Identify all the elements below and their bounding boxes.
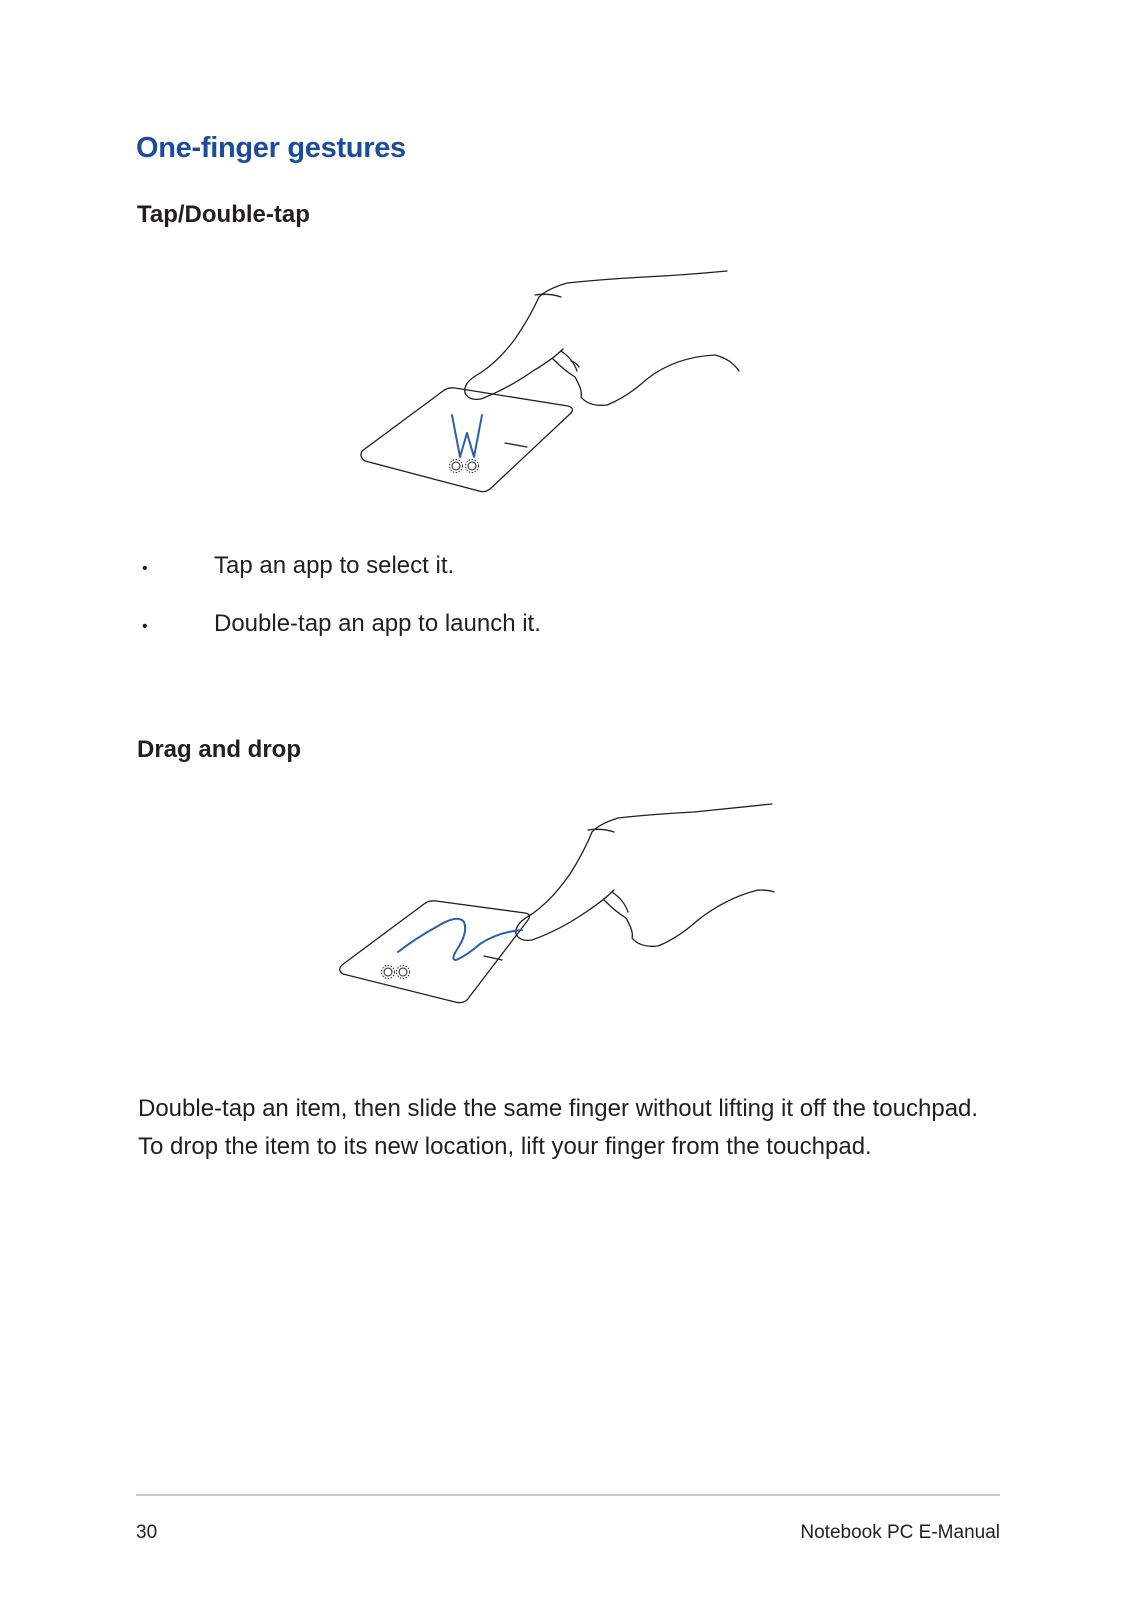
list-item bbox=[136, 552, 936, 610]
page-number: 30 bbox=[136, 1522, 158, 1543]
list-item bbox=[136, 610, 936, 668]
drag-description: Double-tap an item, then slide the same finger without lifting it off the touchpad. To drop the item to its new location, lift your finger from the touchpad. bbox=[138, 1095, 979, 1160]
hand-drawing bbox=[516, 804, 774, 946]
hand-drawing bbox=[465, 271, 739, 405]
tap-heading: Tap/Double-tap bbox=[137, 201, 310, 228]
bullet-text: Double-tap an app to launch it. bbox=[214, 610, 541, 637]
manual-title: Notebook PC E-Manual bbox=[800, 1522, 1000, 1543]
tap-bullet-list bbox=[136, 552, 936, 668]
footer-divider bbox=[136, 1494, 1000, 1496]
bullet-text: Tap an app to select it. bbox=[214, 552, 455, 579]
drag-heading: Drag and drop bbox=[137, 736, 302, 763]
touchpad-shape bbox=[361, 388, 572, 492]
drag-gesture-illustration bbox=[334, 800, 784, 1012]
section-title: One-finger gestures bbox=[136, 132, 406, 164]
bullet-dot: • bbox=[142, 618, 148, 635]
bullet-dot: • bbox=[142, 560, 148, 577]
touchpad-shape bbox=[340, 901, 530, 1003]
tap-gesture-illustration bbox=[355, 265, 745, 497]
